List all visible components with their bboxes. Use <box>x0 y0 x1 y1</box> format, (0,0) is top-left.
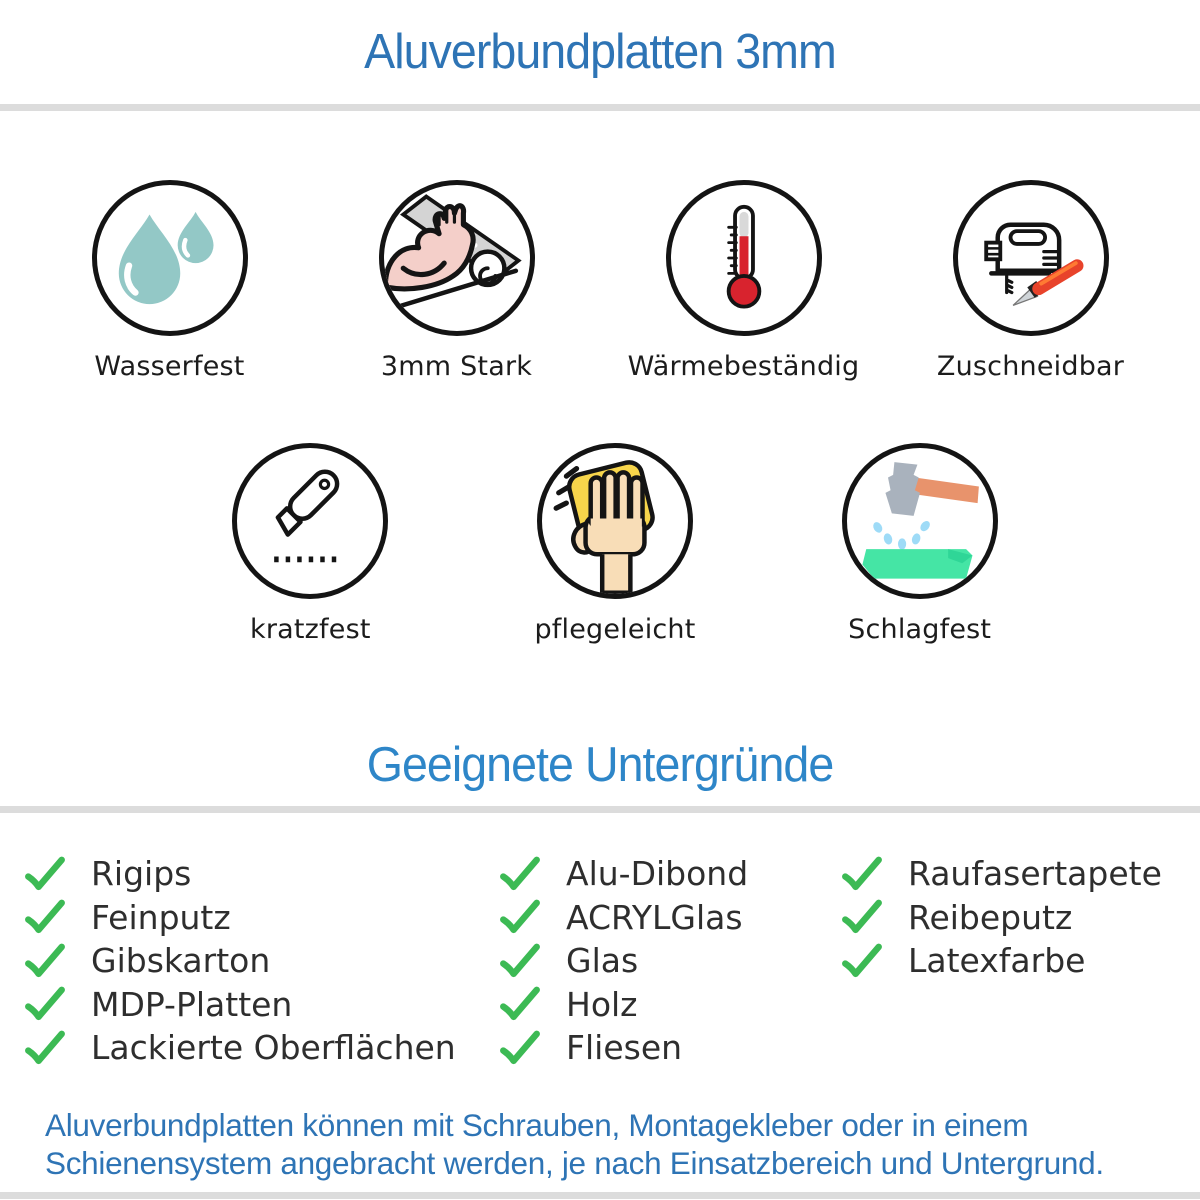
substrates-column-2 <box>498 852 748 1070</box>
cleaning-hand-icon <box>551 457 679 585</box>
feature-circle <box>953 180 1109 336</box>
water-drops-icon <box>106 194 234 322</box>
muscle-arm-icon <box>393 194 521 322</box>
footer-line: Schienensystem angebracht werden, je nach Einsatzbereich und Untergrund. <box>45 1145 1104 1181</box>
feature-label: Wärmebeständig <box>627 351 860 382</box>
thermometer-icon <box>680 194 808 322</box>
check-icon <box>498 1030 542 1066</box>
substrates-column-1 <box>23 852 456 1070</box>
substrate-item <box>840 896 1162 940</box>
check-icon <box>498 899 542 935</box>
feature-circle <box>842 443 998 599</box>
feature-item-3mm-stark <box>313 180 600 382</box>
check-icon <box>498 986 542 1022</box>
feature-circle <box>537 443 693 599</box>
substrate-item <box>498 983 748 1027</box>
divider <box>0 806 1200 813</box>
check-icon <box>23 943 67 979</box>
feature-circle <box>92 180 248 336</box>
feature-item-waermebestaendig <box>600 180 887 382</box>
substrate-label: Rigips <box>91 854 192 894</box>
substrate-label: Reibeputz <box>908 897 1073 937</box>
substrate-label: Holz <box>566 984 638 1024</box>
substrate-item <box>498 1026 748 1070</box>
substrate-item <box>840 939 1162 983</box>
substrate-item <box>23 939 456 983</box>
feature-item-pflegeleicht <box>463 443 768 645</box>
substrate-label: Raufasertapete <box>908 854 1162 894</box>
footer-note <box>45 1106 1104 1182</box>
feature-label: Schlagfest <box>848 614 992 645</box>
substrate-item <box>840 852 1162 896</box>
substrate-label: ACRYLGlas <box>566 897 743 937</box>
substrate-label: Fliesen <box>566 1028 683 1068</box>
check-icon <box>840 899 884 935</box>
hammer-icon <box>856 457 984 585</box>
feature-item-wasserfest <box>26 180 313 382</box>
feature-circle <box>232 443 388 599</box>
check-icon <box>23 899 67 935</box>
section-title: Geeignete Untergründe <box>366 738 834 792</box>
check-icon <box>840 943 884 979</box>
substrate-label: Glas <box>566 941 639 981</box>
substrate-label: Gibskarton <box>91 941 271 981</box>
feature-item-kratzfest <box>158 443 463 645</box>
footer-line: Aluverbundplatten können mit Schrauben, Montagekleber oder in einem <box>45 1107 1029 1143</box>
check-icon <box>840 856 884 892</box>
substrate-label: Alu-Dibond <box>566 854 749 894</box>
check-icon <box>23 986 67 1022</box>
feature-label: Zuschneidbar <box>936 351 1125 382</box>
substrate-item <box>23 852 456 896</box>
feature-label: pflegeleicht <box>534 614 696 645</box>
feature-row-2 <box>0 443 1200 645</box>
feature-label: 3mm Stark <box>380 351 533 382</box>
feature-label: kratzfest <box>250 614 371 645</box>
check-icon <box>498 856 542 892</box>
utility-knife-icon <box>246 457 374 585</box>
divider <box>0 1192 1200 1199</box>
substrate-item <box>23 1026 456 1070</box>
check-icon <box>23 1030 67 1066</box>
divider <box>0 104 1200 111</box>
substrate-item <box>23 983 456 1027</box>
substrate-item <box>498 939 748 983</box>
feature-circle <box>379 180 535 336</box>
substrate-item <box>498 896 748 940</box>
substrate-label: Lackierte Oberflächen <box>91 1028 456 1068</box>
substrate-label: Feinputz <box>91 897 231 937</box>
substrates-column-3 <box>840 852 1162 983</box>
feature-circle <box>666 180 822 336</box>
substrate-item <box>23 896 456 940</box>
substrate-label: Latexfarbe <box>908 941 1086 981</box>
substrate-label: MDP-Platten <box>91 984 293 1024</box>
check-icon <box>23 856 67 892</box>
feature-item-zuschneidbar <box>887 180 1174 382</box>
page-title: Aluverbundplatten 3mm <box>364 25 836 79</box>
check-icon <box>498 943 542 979</box>
feature-row-1 <box>0 180 1200 382</box>
substrate-item <box>498 852 748 896</box>
jigsaw-icon <box>967 194 1095 322</box>
feature-item-schlagfest <box>767 443 1072 645</box>
feature-label: Wasserfest <box>94 351 245 382</box>
